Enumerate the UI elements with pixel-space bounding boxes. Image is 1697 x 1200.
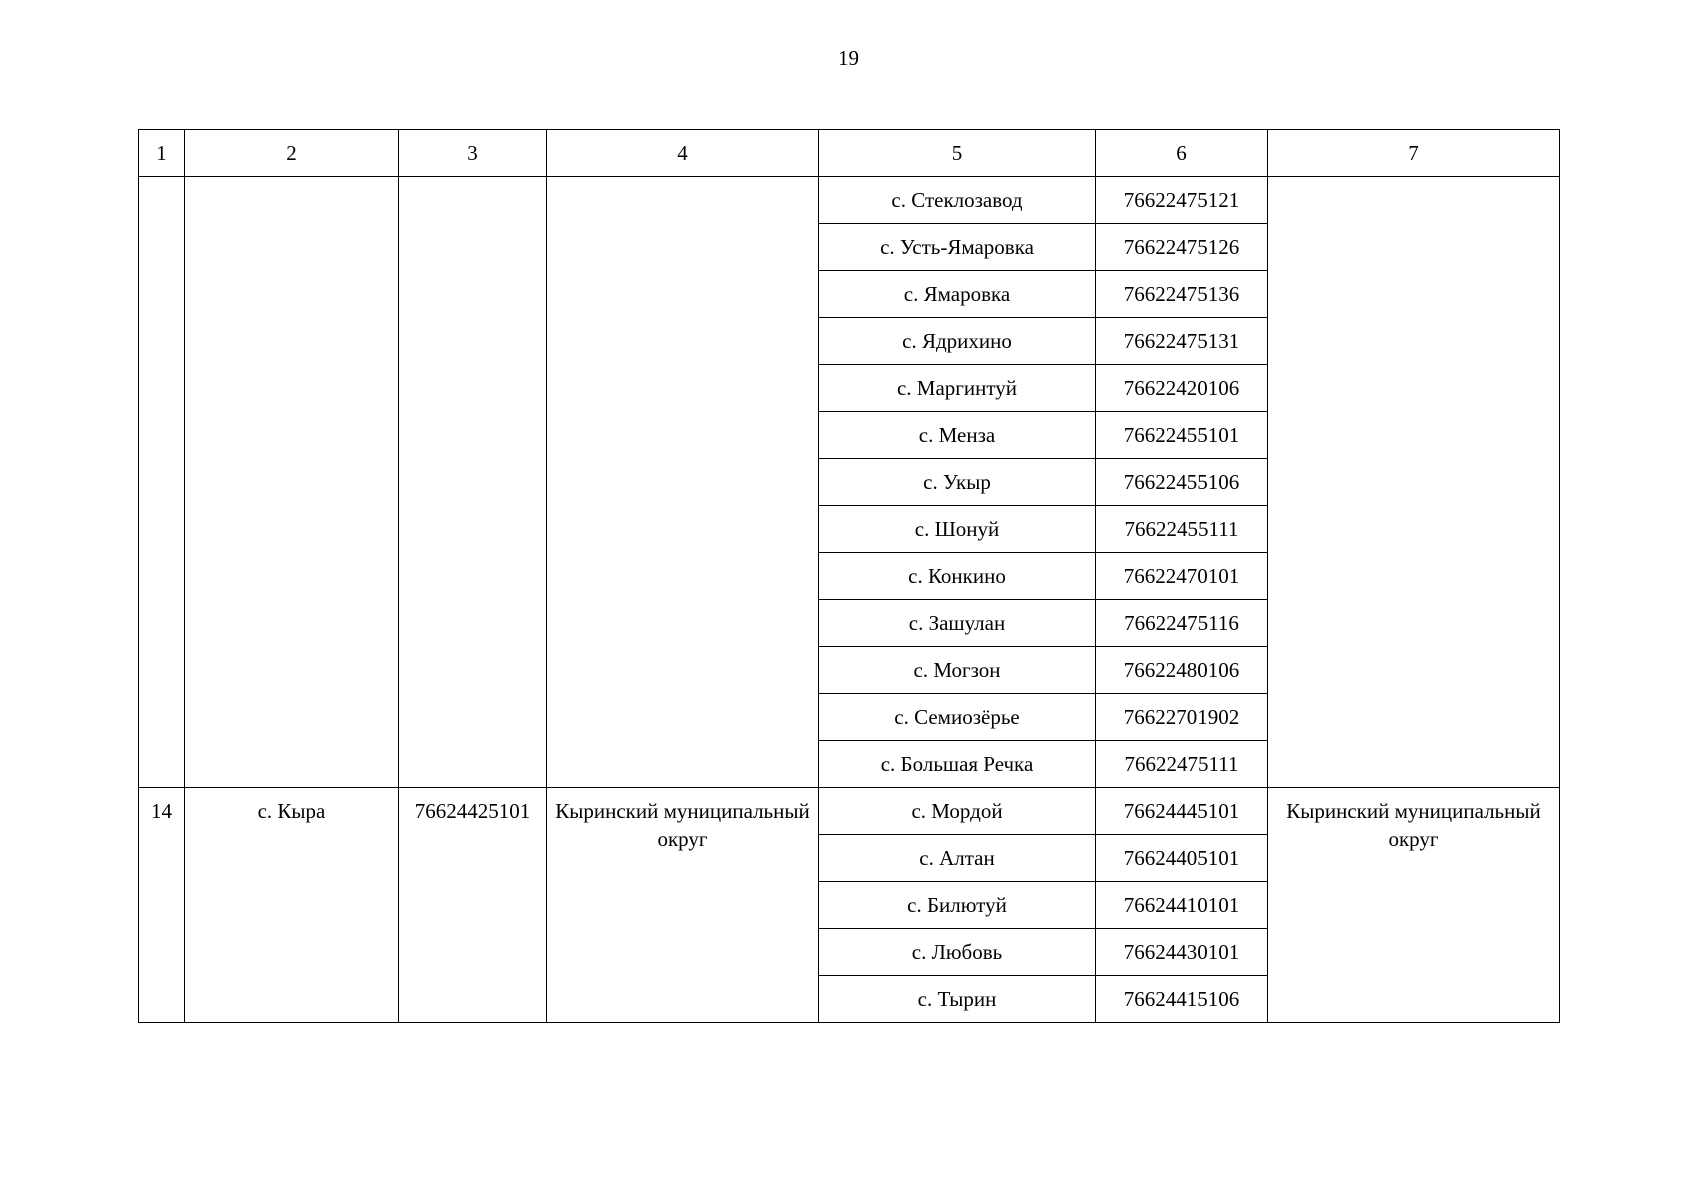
table-row [139, 788, 1560, 835]
settlement-name: с. Конкино [819, 553, 1096, 600]
continuation-center-cell [185, 177, 399, 788]
entry-district: Кыринский муниципальный округ [547, 788, 819, 1023]
settlement-code: 76624415106 [1096, 976, 1268, 1023]
settlement-name: с. Ядрихино [819, 318, 1096, 365]
settlement-code: 76624410101 [1096, 882, 1268, 929]
settlement-code: 76622475131 [1096, 318, 1268, 365]
settlement-name: с. Мордой [819, 788, 1096, 835]
settlement-code: 76622455106 [1096, 459, 1268, 506]
settlement-code: 76622470101 [1096, 553, 1268, 600]
entry-number: 14 [139, 788, 185, 1023]
header-cell-5: 5 [819, 130, 1096, 177]
settlement-code: 76622475126 [1096, 224, 1268, 271]
settlement-code: 76622701902 [1096, 694, 1268, 741]
settlement-code: 76622475116 [1096, 600, 1268, 647]
header-cell-4: 4 [547, 130, 819, 177]
settlement-code: 76622455101 [1096, 412, 1268, 459]
settlements-table [138, 129, 1560, 1023]
continuation-center-code-cell [399, 177, 547, 788]
header-cell-1: 1 [139, 130, 185, 177]
table-row [139, 177, 1560, 224]
settlement-name: с. Билютуй [819, 882, 1096, 929]
settlement-code: 76624405101 [1096, 835, 1268, 882]
settlement-name: с. Могзон [819, 647, 1096, 694]
settlement-code: 76622455111 [1096, 506, 1268, 553]
settlement-name: с. Маргинтуй [819, 365, 1096, 412]
header-cell-2: 2 [185, 130, 399, 177]
settlement-code: 76622480106 [1096, 647, 1268, 694]
settlement-name: с. Любовь [819, 929, 1096, 976]
continuation-district-cell [547, 177, 819, 788]
settlement-code: 76622475121 [1096, 177, 1268, 224]
settlement-name: с. Алтан [819, 835, 1096, 882]
settlement-code: 76622420106 [1096, 365, 1268, 412]
settlement-name: с. Большая Речка [819, 741, 1096, 788]
header-cell-7: 7 [1268, 130, 1560, 177]
header-cell-6: 6 [1096, 130, 1268, 177]
settlement-code: 76624445101 [1096, 788, 1268, 835]
entry-center: с. Кыра [185, 788, 399, 1023]
header-row [139, 130, 1560, 177]
header-cell-3: 3 [399, 130, 547, 177]
settlement-name: с. Укыр [819, 459, 1096, 506]
settlement-name: с. Менза [819, 412, 1096, 459]
settlement-name: с. Семиозёрье [819, 694, 1096, 741]
settlement-name: с. Усть-Ямаровка [819, 224, 1096, 271]
entry-area: Кыринский муниципальный округ [1268, 788, 1560, 1023]
settlement-name: с. Шонуй [819, 506, 1096, 553]
continuation-area-cell [1268, 177, 1560, 788]
continuation-number-cell [139, 177, 185, 788]
settlement-code: 76622475111 [1096, 741, 1268, 788]
settlement-name: с. Тырин [819, 976, 1096, 1023]
entry-center-code: 76624425101 [399, 788, 547, 1023]
settlement-name: с. Стеклозавод [819, 177, 1096, 224]
page-number: 19 [838, 46, 859, 70]
settlement-code: 76624430101 [1096, 929, 1268, 976]
settlement-name: с. Зашулан [819, 600, 1096, 647]
settlement-name: с. Ямаровка [819, 271, 1096, 318]
settlement-code: 76622475136 [1096, 271, 1268, 318]
